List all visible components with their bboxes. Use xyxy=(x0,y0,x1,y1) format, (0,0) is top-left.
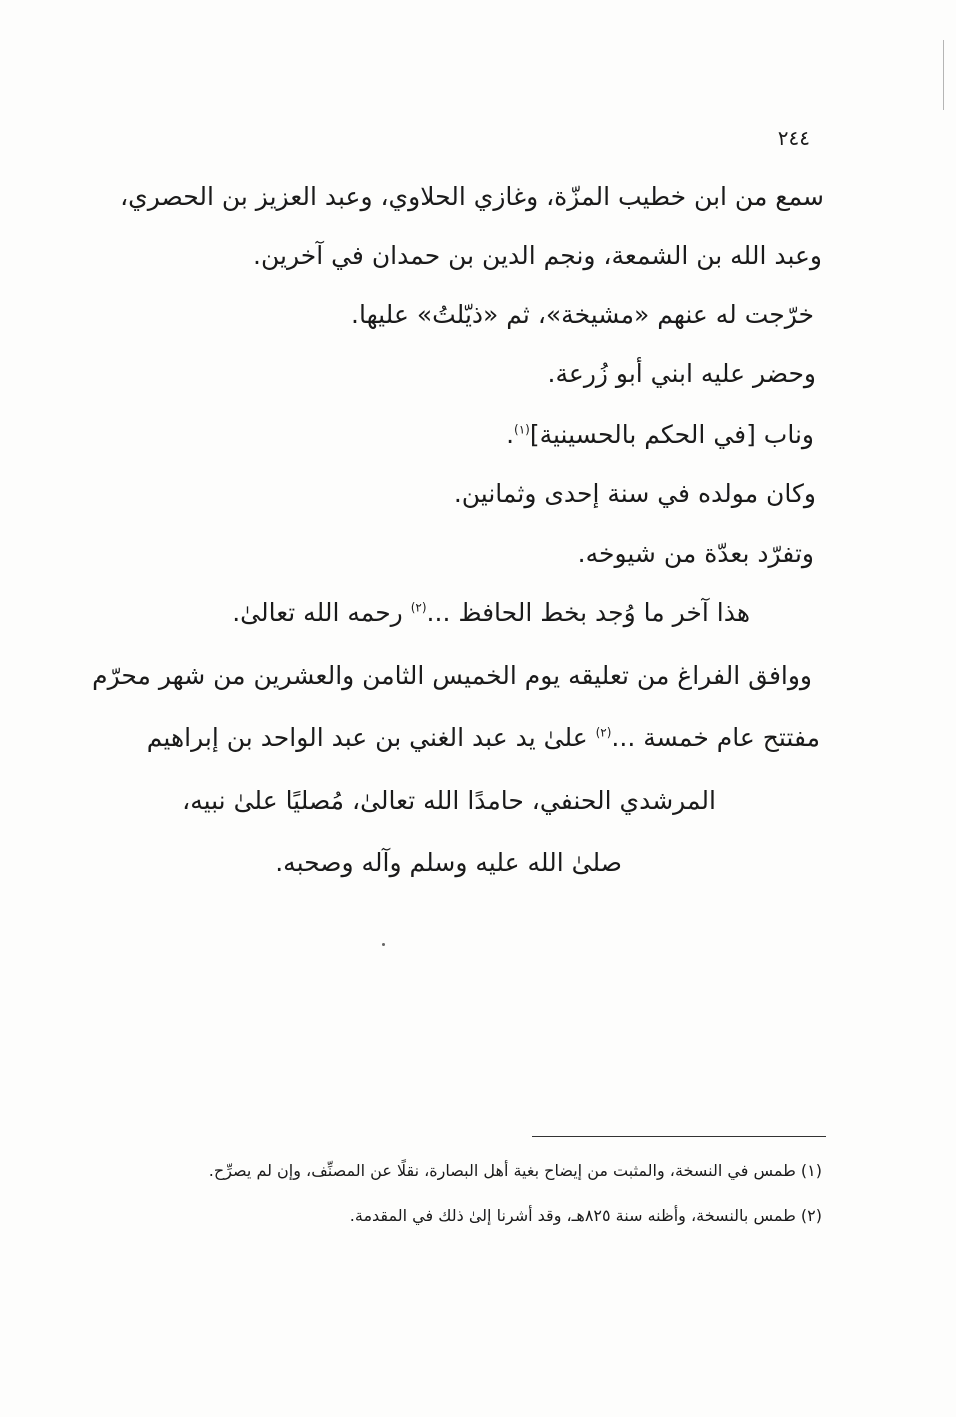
footnote-separator xyxy=(532,1136,826,1137)
footnote-2: (٢) طمس بالنسخة، وأظنه سنة ٨٢٥هـ، وقد أشرنا إلىٰ ذلك في المقدمة. xyxy=(349,1206,822,1225)
page-number: ٢٤٤ xyxy=(777,126,810,150)
body-line-10-text: مفتتح عام خمسة ... xyxy=(611,723,820,752)
body-line-8-end: رحمه الله تعالىٰ. xyxy=(232,598,411,627)
body-line-6: وكان مولده في سنة إحدى وثمانين. xyxy=(453,479,816,508)
footnote-1: (١) طمس في النسخة، والمثبت من إيضاح بغية أهل البصارة، نقلًا عن المصنِّف، وإن لم يصرِّح. xyxy=(208,1161,822,1180)
body-line-5-text: وناب [في الحكم بالحسينية] xyxy=(529,420,814,449)
paper-speck xyxy=(382,943,385,946)
footnote-ref-3: (٢) xyxy=(595,725,612,740)
body-line-4: وحضر عليه ابني أبو زُرعة. xyxy=(547,359,816,388)
page-edge-mark xyxy=(943,40,944,110)
footnote-ref-1: (١) xyxy=(514,422,530,437)
body-line-10-end: علىٰ يد عبد الغني بن عبد الواحد بن إبراهيم xyxy=(146,723,596,752)
body-line-1: سمع من ابن خطيب المزّة، وغازي الحلاوي، وعبد العزيز بن الحصري، xyxy=(120,182,824,211)
body-line-8 xyxy=(232,598,750,627)
body-line-9: ووافق الفراغ من تعليقه يوم الخميس الثامن والعشرين من شهر محرّم xyxy=(92,661,812,690)
body-line-5-end: . xyxy=(506,420,515,449)
body-line-8-text: هذا آخر ما وُجد بخط الحافظ ... xyxy=(426,598,750,627)
body-line-5 xyxy=(506,420,814,449)
footnote-ref-2: (٢) xyxy=(410,600,427,615)
body-line-3: خرّجت له عنهم «مشيخة»، ثم «ذيّلتُ» عليها. xyxy=(351,300,814,329)
body-line-10 xyxy=(147,723,820,752)
body-line-11: المرشدي الحنفي، حامدًا الله تعالىٰ، مُصليًا علىٰ نبيه، xyxy=(182,786,716,815)
body-line-7: وتفرّد بعدّة من شيوخه. xyxy=(577,539,814,568)
body-line-12: صلىٰ الله عليه وسلم وآله وصحبه. xyxy=(275,848,622,877)
body-line-2: وعبد الله بن الشمعة، ونجم الدين بن حمدان في آخرين. xyxy=(253,241,822,270)
